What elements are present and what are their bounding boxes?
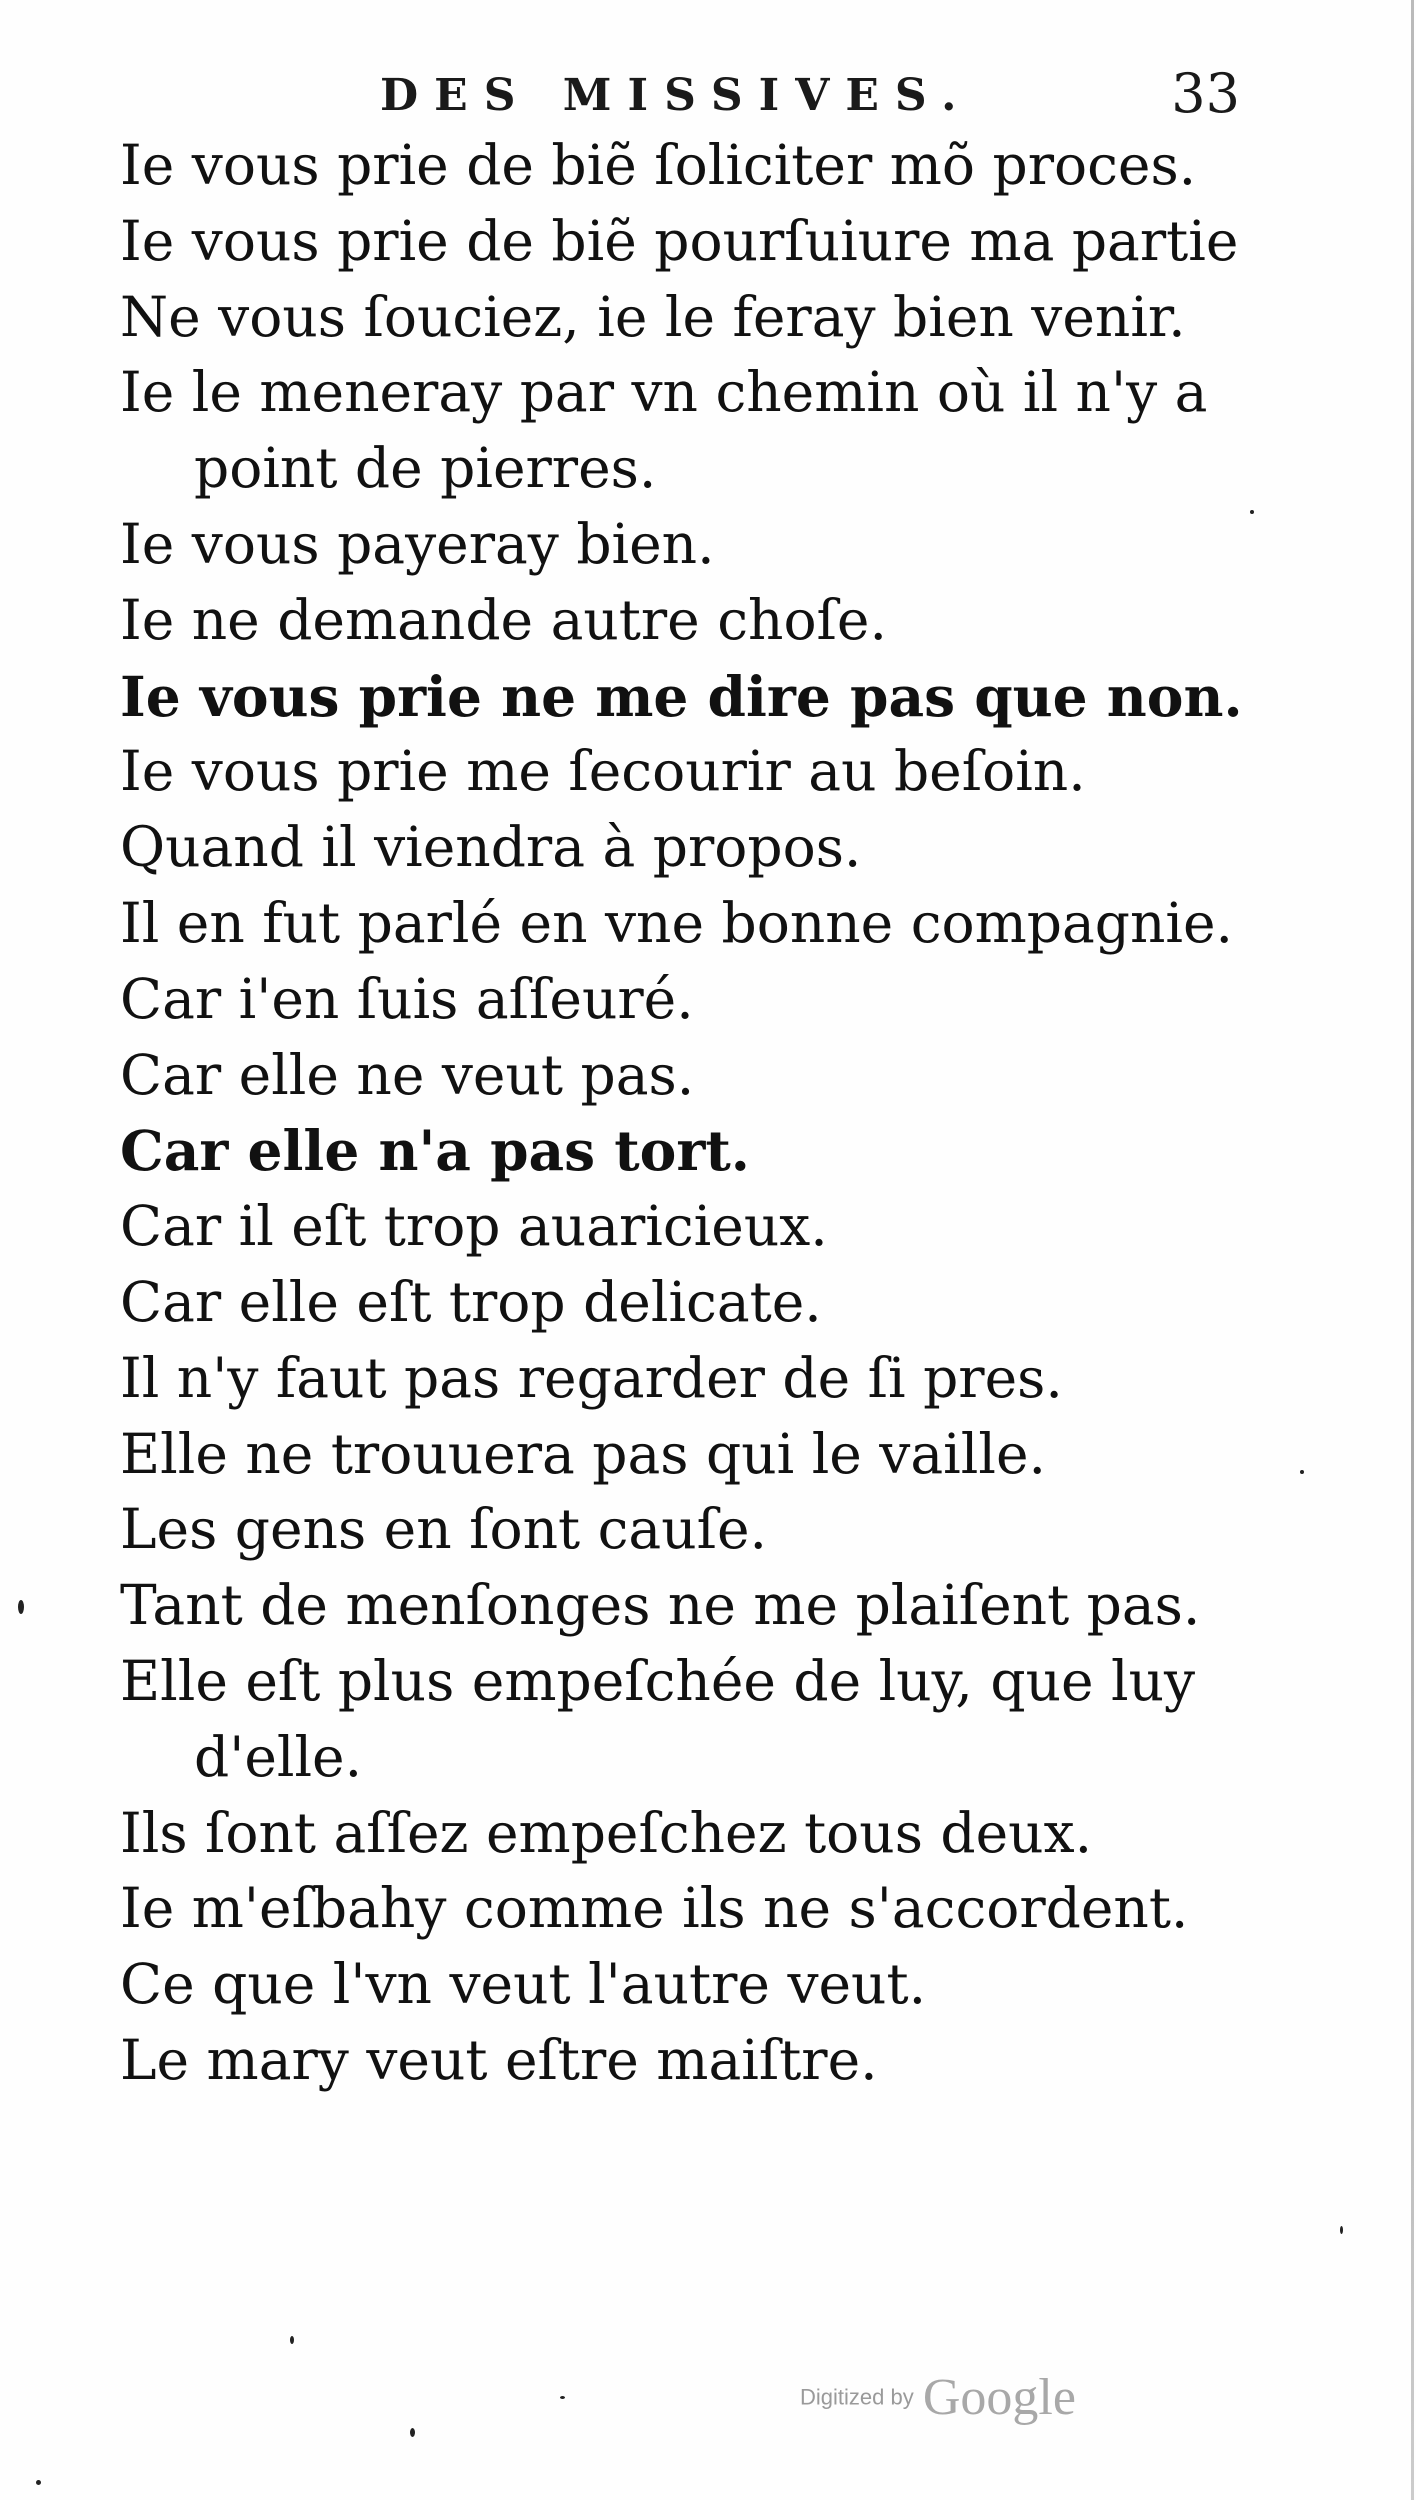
- ink-speck: [560, 2396, 565, 2399]
- watermark-prefix: Digitized by: [800, 2384, 914, 2410]
- text-line: Il en fut parlé en vne bonne compagnie.: [120, 890, 1234, 955]
- text-line: Elle eſt plus empeſchée de luy, que luy: [120, 1648, 1196, 1713]
- text-line-continuation: d'elle.: [194, 1724, 363, 1789]
- text-line: Car il eſt trop auaricieux.: [120, 1194, 828, 1259]
- text-line: Ie vous prie me ſecourir au beſoin.: [120, 739, 1086, 804]
- page-number: 33: [1171, 62, 1240, 125]
- ink-speck: [1250, 510, 1254, 514]
- text-line: Ie vous prie ne me dire pas que non.: [120, 663, 1243, 729]
- running-head: DES MISSIVES.: [380, 70, 973, 121]
- text-line: Ie vous prie de biẽ pourſuiure ma partie: [120, 208, 1239, 273]
- text-line: Ie le meneray par vn chemin où il n'y a: [120, 360, 1208, 425]
- text-line-continuation: point de pierres.: [194, 436, 657, 501]
- ink-speck: [18, 1600, 24, 1614]
- text-line: Car elle n'a pas tort.: [120, 1118, 750, 1184]
- ink-speck: [1300, 1470, 1304, 1474]
- text-line: Ie ne demande autre choſe.: [120, 587, 887, 652]
- text-line: Il n'y faut pas regarder de ſi pres.: [120, 1345, 1063, 1410]
- digitized-watermark: [800, 2368, 1076, 2428]
- text-line: Car elle eſt trop delicate.: [120, 1269, 822, 1334]
- text-line: Ie vous prie de biẽ ſoliciter mõ proces.: [120, 133, 1197, 197]
- text-line: Ce que l'vn veut l'autre veut.: [120, 1952, 927, 2017]
- text-line: Elle ne trouuera pas qui le vaille.: [120, 1421, 1046, 1486]
- text-block: [120, 128, 1270, 2099]
- ink-speck: [36, 2480, 41, 2485]
- text-line: Ne vous ſouciez, ie le feray bien venir.: [120, 284, 1186, 349]
- text-line: Car elle ne veut pas.: [120, 1042, 695, 1107]
- text-line: Ie vous payeray bien.: [120, 511, 715, 576]
- text-line: Ie m'eſbahy comme ils ne s'accordent.: [120, 1876, 1189, 1941]
- text-line: Ils ſont aſſez empeſchez tous deux.: [120, 1800, 1093, 1865]
- google-logo: Google: [922, 2369, 1076, 2426]
- page-header: [120, 62, 1240, 132]
- ink-speck: [1340, 2226, 1343, 2234]
- page-edge: [1411, 0, 1414, 2500]
- text-line: Le mary veut eſtre maiſtre.: [120, 2027, 878, 2092]
- text-line: Tant de menſonges ne me plaiſent pas.: [120, 1573, 1201, 1638]
- text-line: Quand il viendra à propos.: [120, 815, 862, 880]
- ink-speck: [410, 2428, 415, 2437]
- ink-speck: [290, 2336, 294, 2344]
- text-line: Les gens en ſont cauſe.: [120, 1497, 768, 1562]
- text-line: Car i'en ſuis aſſeuré.: [120, 966, 694, 1031]
